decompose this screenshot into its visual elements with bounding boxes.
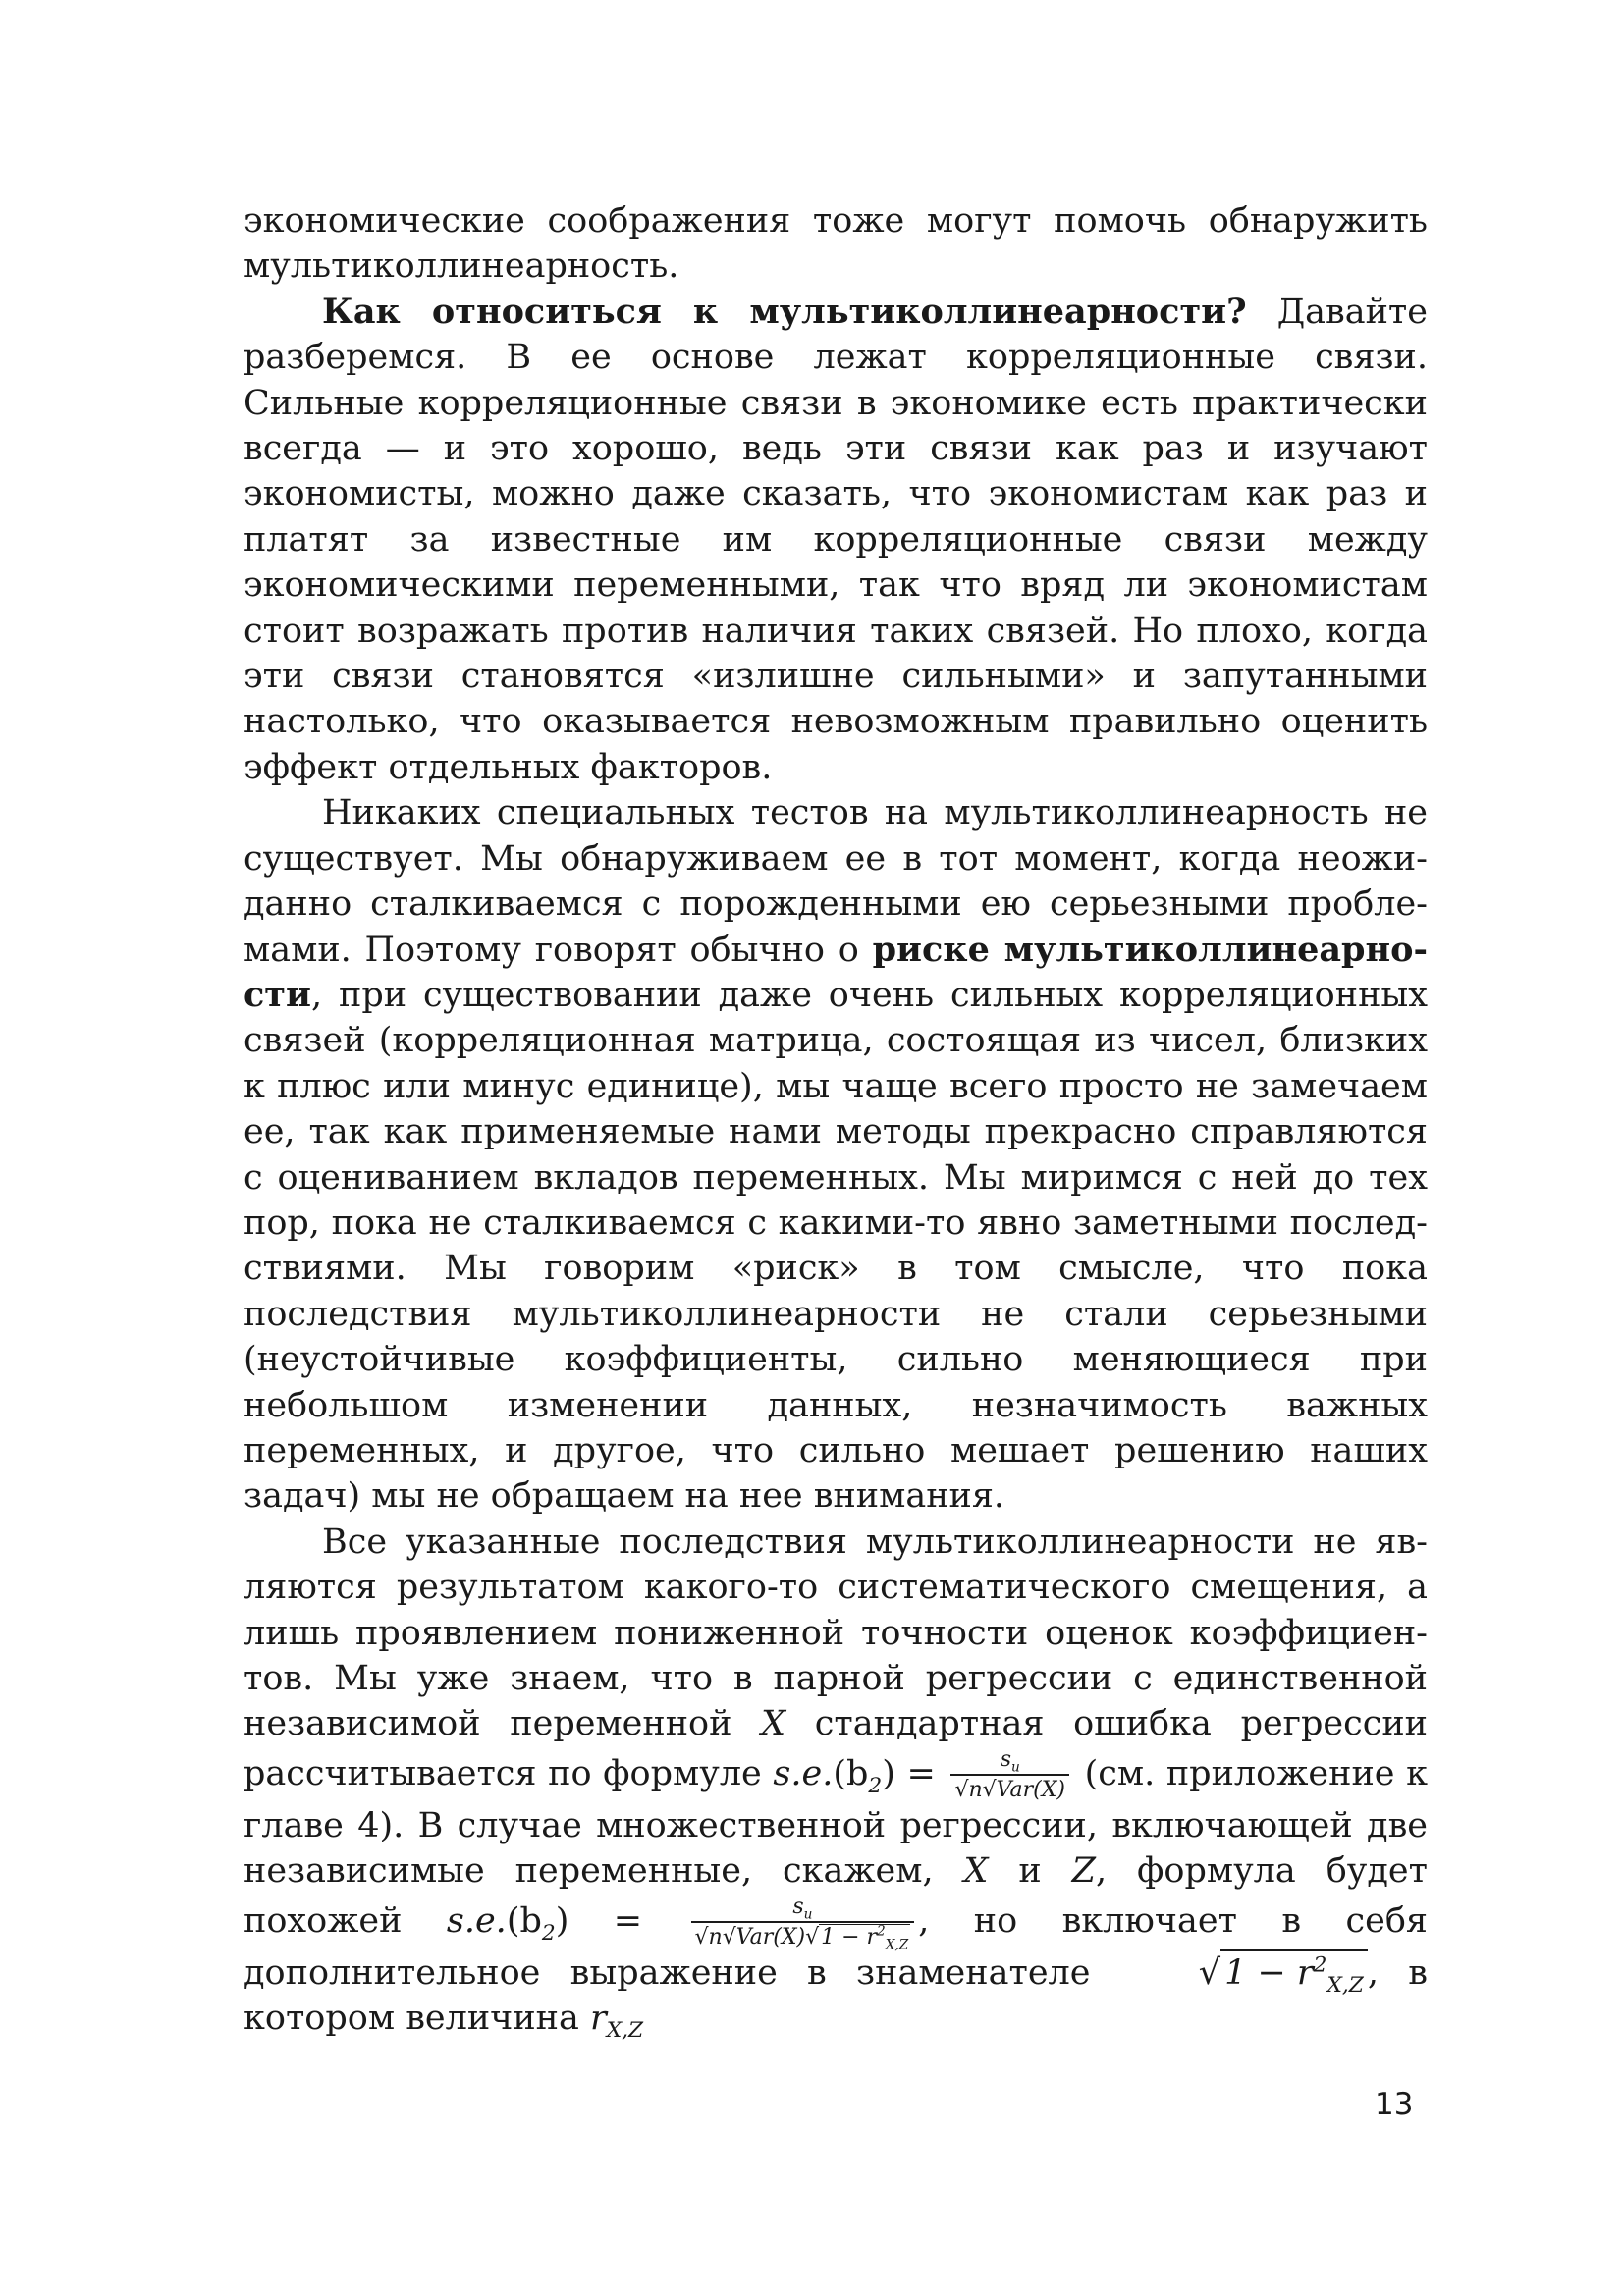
paragraph-0-text: экономические соображения тоже могут помочь обнаружить мультиколлинеарность. [244, 201, 1428, 287]
paragraph-1-heading: Как относиться к мультиколлинеарности? [322, 291, 1247, 332]
paragraph-3-text-e: , но включает в себя дополнительное выражение в знаменателе [244, 1900, 1428, 1993]
formula2-se-label: s.e. [446, 1900, 507, 1941]
formula2-b2-sub: 2 [541, 1920, 556, 1946]
paragraph-3-text-a: Все указанные последствия мультиколлинеарности не являются результатом какого-то систематического смещения, а лишь проявлением пониженной точности оценок коэффициентов. Мы уже знаем, что в парной регрессии с единственной независимой переменной [244, 1522, 1428, 1744]
formula-se-simple [773, 1746, 1073, 1802]
formula-eq: ) = [882, 1753, 947, 1793]
fraction2-denominator [691, 1923, 915, 1953]
formula-fraction-simple [950, 1747, 1069, 1803]
formula-b2: (b [833, 1753, 869, 1793]
radicand-small-text: 1 − r [821, 1924, 878, 1949]
formula-sqrt-term [1120, 1950, 1368, 1996]
var-r: r [589, 1999, 607, 2039]
sqrt-symbol-big: √ [1198, 1952, 1221, 1993]
formula-fraction-multiple [691, 1894, 915, 1953]
numerator-s: s [1000, 1746, 1011, 1772]
var-z: Z [1071, 1851, 1096, 1892]
radicand-small [819, 1923, 910, 1953]
paragraph-1-text: Давайте разберемся. В ее основе лежат корреляционные связи. Сильные корреляционные связи в экономике есть практически всегда — и это хорошо, ведь эти связи как раз и изучают экономисты, можно даже сказать, что экономистам как раз и платят за известные им корреляционные связи между экономическими переменными, так что вряд ли экономистам стоит возражать против наличия таких связей. Но плохо, когда эти связи становятся «излишне сильными» и запутанными настолько, что оказывается невозможным правильно оценить эффект отдельных факторов. [244, 292, 1428, 787]
denominator2-sqrt-var: √Var(X) [722, 1924, 806, 1949]
numerator-sub: u [1010, 1759, 1020, 1776]
denominator-sqrt-var: √Var(X) [982, 1777, 1065, 1802]
sqrt-symbol-small: √ [805, 1924, 820, 1949]
paragraph-3 [244, 1520, 1428, 2042]
radicand-big [1220, 1949, 1368, 1998]
denominator-sqrt-n: √n [954, 1777, 983, 1802]
paragraph-1 [244, 290, 1428, 790]
var-r-sub: X,Z [606, 2018, 644, 2044]
fraction2-numerator [691, 1895, 915, 1923]
paragraph-2-text-a: Никаких специальных тестов на мультиколлинеарность не существует. Мы обнаруживаем ее в тот момент, когда неожиданно сталкиваемся с порожденными ею серьезными проблемами. Поэтому говорят обычно о [244, 793, 1428, 970]
paragraph-0 [244, 198, 1428, 290]
formula2-b2: (b [506, 1900, 542, 1941]
var-x-2: X [963, 1851, 989, 1892]
paragraph-3-text-f: , в котором величина [244, 1952, 1428, 2039]
paragraph-3-and: и [988, 1851, 1072, 1892]
radicand-big-sup: 2 [1313, 1951, 1327, 1977]
denominator2-sqrt-r [805, 1923, 910, 1953]
formula-se-multiple [446, 1894, 918, 1953]
paragraph-3-text-d: , формула будет похожей [244, 1851, 1428, 1941]
paragraph-2-term: риске мультиколлинеарности [244, 929, 1428, 1015]
numerator2-s: s [792, 1894, 804, 1919]
denominator2-sqrt-n: √n [694, 1924, 723, 1949]
paragraph-3-text-b: стандартная ошибка регрессии рассчитывается по формуле [244, 1704, 1429, 1793]
formula-b2-sub: 2 [868, 1773, 883, 1798]
fraction-denominator [950, 1776, 1069, 1803]
formula-se-label: s.e. [773, 1753, 834, 1793]
paragraph-2 [244, 790, 1428, 1520]
var-x: X [761, 1704, 786, 1744]
radicand-big-sub: X,Z [1326, 1972, 1364, 1998]
formula2-eq: ) = [555, 1900, 687, 1941]
radicand-small-sub: X,Z [885, 1937, 909, 1953]
fraction-numerator [950, 1747, 1069, 1776]
radicand-small-sup: 2 [877, 1923, 886, 1940]
numerator2-sub: u [803, 1906, 813, 1923]
paragraph-2-text-b: , при существовании даже очень сильных корреляционных связей (корреляционная матрица, состоящая из чисел, близких к плюс или минус единице), мы чаще всего просто не замечаем ее, так как применяемые нами методы прекрасно справляются с оцениванием вкладов переменных. Мы миримся с ней до тех пор, пока не сталкиваемся с какими-то явно заметными последствиями. Мы говорим «риск» в том смысле, что пока последствия мультиколлинеарности не стали серьезными (неустойчивые коэффициенты, сильно меняющиеся при небольшом изменении данных, незначимость важных переменных, и другое, что сильно мешает решению наших задач) мы не обращаем на нее внимания. [244, 975, 1428, 1517]
page-number: 13 [1375, 2087, 1414, 2122]
var-r-xz [589, 1999, 644, 2044]
paragraph-3-text-c: (см. приложение к главе 4). В случае множественной регрессии, включающей две независимые переменные, скажем, [244, 1753, 1428, 1892]
page-body [244, 198, 1429, 2044]
radicand-big-text: 1 − r [1224, 1952, 1314, 1993]
